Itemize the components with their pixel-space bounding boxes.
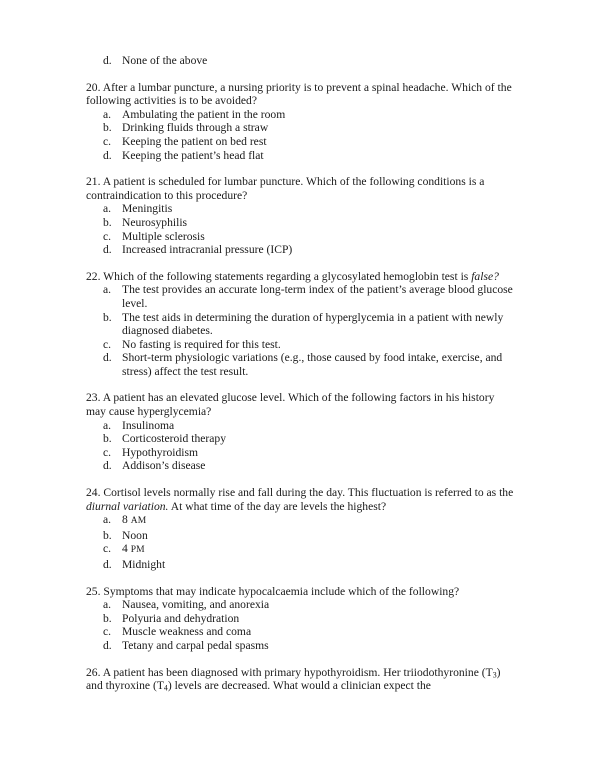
question-block-22 bbox=[86, 270, 516, 379]
list-item bbox=[86, 243, 516, 257]
option-label: b. bbox=[103, 310, 112, 324]
option-label: d. bbox=[103, 243, 112, 257]
question-stem bbox=[86, 270, 516, 284]
option-label: c. bbox=[103, 445, 112, 459]
option-label: b. bbox=[103, 432, 112, 446]
option-text: Keeping the patient on bed rest bbox=[122, 134, 267, 148]
list-item bbox=[86, 529, 516, 543]
option-list bbox=[86, 202, 516, 256]
orphan-option-list bbox=[86, 54, 516, 68]
question-stem: 25. Symptoms that may indicate hypocalcaemia include which of the following? bbox=[86, 584, 460, 598]
option-text: Midnight bbox=[122, 558, 166, 571]
list-item bbox=[86, 311, 516, 338]
list-item bbox=[86, 419, 516, 433]
option-label: c. bbox=[103, 625, 112, 639]
list-item bbox=[86, 432, 516, 446]
option-list bbox=[86, 513, 516, 571]
option-label: c. bbox=[103, 134, 112, 148]
option-text-number: 8 bbox=[122, 513, 128, 527]
question-stem-prefix: 22. Which of the following statements regarding a glycosylated hemoglobin test is bbox=[86, 269, 472, 283]
subscript-t3: 3 bbox=[492, 670, 497, 680]
option-text: Insulinoma bbox=[122, 418, 175, 432]
option-text: Multiple sclerosis bbox=[122, 229, 205, 243]
option-label: c. bbox=[103, 542, 112, 556]
option-text: Corticosteroid therapy bbox=[122, 432, 226, 446]
option-label: a. bbox=[103, 418, 112, 432]
option-label: d. bbox=[103, 558, 112, 571]
list-item bbox=[86, 108, 516, 122]
option-text: Meningitis bbox=[122, 202, 173, 216]
question-stem: 21. A patient is scheduled for lumbar puncture. Which of the following conditions is a contraindication to this procedure? bbox=[86, 175, 485, 202]
question-stem bbox=[86, 666, 516, 693]
question-stem bbox=[86, 486, 516, 513]
option-text: Increased intracranial pressure (ICP) bbox=[122, 243, 293, 257]
question-stem-emphasis: diurnal variation. bbox=[86, 499, 169, 513]
option-label: b. bbox=[103, 611, 112, 625]
option-text: The test provides an accurate long-term index of the patient’s average blood glucose level. bbox=[122, 283, 513, 310]
list-item bbox=[86, 446, 516, 460]
question-stem-suffix: At what time of the day are levels the highest? bbox=[168, 499, 387, 513]
option-text: Keeping the patient’s head flat bbox=[122, 148, 264, 162]
question-stem-part2: ) and thyroxine (T bbox=[86, 665, 501, 693]
option-list bbox=[86, 283, 516, 378]
option-label: b. bbox=[103, 215, 112, 229]
list-item bbox=[86, 149, 516, 163]
list-item bbox=[86, 202, 516, 216]
question-stem: 20. After a lumbar puncture, a nursing priority is to prevent a spinal headache. Which of the following activities is to be avoided? bbox=[86, 80, 512, 108]
option-text-number: 4 bbox=[122, 542, 128, 556]
option-text: Ambulating the patient in the room bbox=[122, 107, 286, 121]
question-stem: 23. A patient has an elevated glucose level. Which of the following factors in his history may cause hyperglycemia? bbox=[86, 391, 495, 419]
option-label: c. bbox=[103, 337, 112, 351]
option-text: Muscle weakness and coma bbox=[122, 625, 252, 639]
question-block-21 bbox=[86, 175, 516, 257]
option-label: b. bbox=[103, 528, 112, 542]
option-label: a. bbox=[103, 107, 112, 121]
question-stem-emphasis: false? bbox=[471, 269, 499, 283]
list-item bbox=[86, 54, 516, 68]
option-label: a. bbox=[103, 202, 112, 216]
list-item bbox=[86, 542, 516, 558]
list-item bbox=[86, 338, 516, 352]
option-label: a. bbox=[103, 598, 112, 612]
option-list bbox=[86, 419, 516, 473]
question-block-20 bbox=[86, 81, 516, 163]
question-stem-part3: ) levels are decreased. What would a clinician expect the bbox=[167, 679, 431, 693]
option-text: Short-term physiologic variations (e.g., those caused by food intake, exercise, and stress) affect the test result. bbox=[122, 351, 503, 378]
option-label: a. bbox=[103, 513, 112, 527]
list-item bbox=[86, 612, 516, 626]
option-text-meridiem: PM bbox=[130, 545, 145, 556]
list-item bbox=[86, 121, 516, 135]
option-text: Tetany and carpal pedal spasms bbox=[122, 638, 269, 652]
option-label: d. bbox=[103, 351, 112, 365]
option-label: d. bbox=[103, 459, 112, 473]
option-text: Hypothyroidism bbox=[122, 445, 199, 459]
option-text: Nausea, vomiting, and anorexia bbox=[122, 598, 270, 612]
list-item bbox=[86, 625, 516, 639]
list-item bbox=[86, 216, 516, 230]
option-text: No fasting is required for this test. bbox=[122, 337, 281, 351]
option-label: b. bbox=[103, 121, 112, 135]
option-list bbox=[86, 108, 516, 162]
option-label: d. bbox=[103, 148, 112, 162]
option-text: The test aids in determining the duration of hyperglycemia in a patient with newly diagnosed diabetes. bbox=[122, 310, 504, 338]
question-block-24 bbox=[86, 486, 516, 572]
question-stem-prefix: 24. Cortisol levels normally rise and fall during the day. This fluctuation is referred to as the bbox=[86, 486, 514, 500]
option-text: Noon bbox=[122, 528, 148, 542]
option-text-meridiem: AM bbox=[130, 516, 147, 527]
option-label: c. bbox=[103, 229, 112, 243]
option-text: Polyuria and dehydration bbox=[122, 611, 240, 625]
list-item bbox=[86, 135, 516, 149]
list-item bbox=[86, 459, 516, 473]
option-text: Neurosyphilis bbox=[122, 215, 188, 229]
list-item bbox=[86, 230, 516, 244]
list-item bbox=[86, 513, 516, 529]
question-stem-part1: 26. A patient has been diagnosed with primary hypothyroidism. Her triiodothyronine (T bbox=[86, 665, 493, 679]
question-block-25 bbox=[86, 585, 516, 653]
option-label: a. bbox=[103, 283, 112, 297]
list-item bbox=[86, 639, 516, 653]
option-label: d. bbox=[103, 638, 112, 652]
option-list bbox=[86, 598, 516, 652]
option-text: None of the above bbox=[122, 54, 208, 67]
subscript-t4: 4 bbox=[163, 683, 168, 693]
list-item bbox=[86, 283, 516, 310]
question-block-26 bbox=[86, 666, 516, 693]
list-item bbox=[86, 558, 516, 572]
option-text: Addison’s disease bbox=[122, 459, 206, 473]
list-item bbox=[86, 598, 516, 612]
option-text: Drinking fluids through a straw bbox=[122, 121, 269, 135]
question-block-23 bbox=[86, 391, 516, 473]
list-item bbox=[86, 351, 516, 378]
option-label: d. bbox=[103, 54, 112, 67]
